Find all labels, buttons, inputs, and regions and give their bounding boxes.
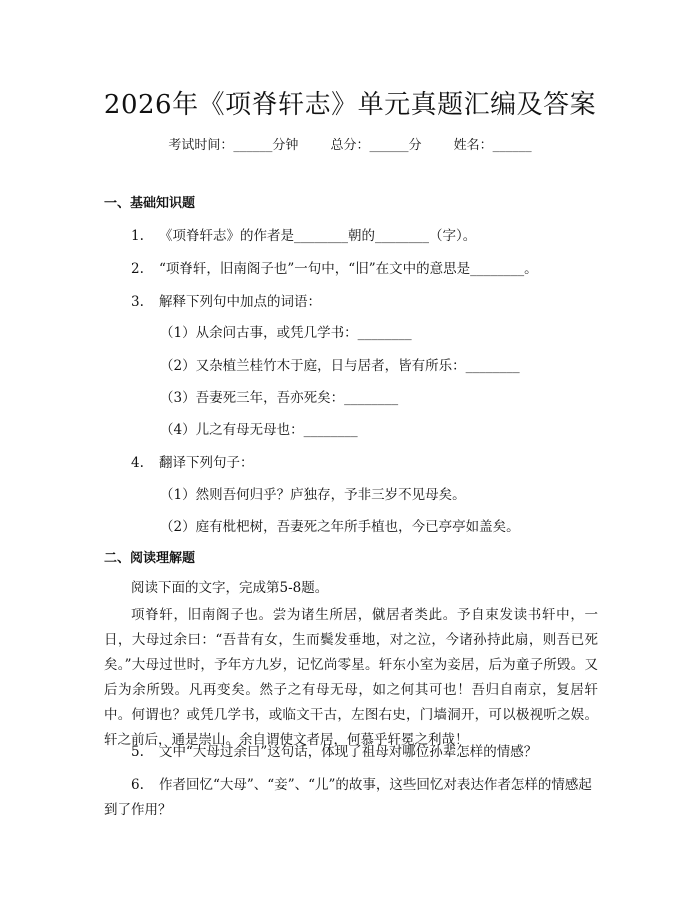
section-heading-reading: 二、阅读理解题	[104, 551, 196, 566]
question-3-sub-2: （2）又杂植兰桂竹木于庭，日与居者，皆有所乐：________	[160, 358, 520, 374]
question-3-sub-4: （4）儿之有母无母也：________	[160, 422, 358, 438]
reading-instructions: 阅读下面的文字，完成第5-8题。	[131, 580, 329, 596]
document-title: 2026年《项脊轩志》单元真题汇编及答案	[103, 90, 597, 120]
question-text: 解释下列句中加点的词语：	[159, 294, 321, 310]
question-text: “项脊轩，旧南阁子也”一句中，“旧”在文中的意思是________。	[159, 261, 538, 277]
question-3	[131, 290, 321, 310]
question-6	[104, 773, 598, 823]
question-4	[131, 451, 254, 471]
question-text: 翻译下列句子：	[159, 455, 254, 471]
question-number: 1.	[131, 228, 144, 244]
question-4-sub-1: （1）然则吾何归乎？庐独存，予非三岁不见母矣。	[160, 487, 466, 503]
exam-time-field: 考试时间：______分钟	[168, 138, 299, 153]
total-score-field: 总分：______分	[330, 138, 422, 153]
section-heading-basic: 一、基础知识题	[104, 196, 196, 211]
question-text: 文中“大母过余曰”这句话，体现了祖母对哪位孙辈怎样的情感？	[159, 744, 538, 760]
question-3-sub-1: （1）从余问古事，或凭几学书：________	[160, 325, 412, 341]
question-text: 作者回忆“大母”、“妾”、“儿”的故事，这些回忆对表达作者怎样的情感起到了作用？	[104, 777, 592, 818]
question-3-sub-3: （3）吾妻死三年，吾亦死矣：________	[160, 390, 399, 406]
question-2	[131, 257, 538, 277]
question-1	[131, 224, 476, 244]
name-field: 姓名：______	[453, 138, 532, 153]
question-number: 3.	[131, 294, 144, 310]
question-number: 5.	[131, 744, 144, 760]
exam-info-line	[0, 134, 700, 153]
question-number: 4.	[131, 455, 144, 471]
reading-passage: 项脊轩，旧南阁子也。尝为诸生所居，僦居者类此。予自束发读书轩中，一日，大母过余曰：“吾昔有女，生而鬓发垂地，对之泣，今诸孙持此扇，则吾已死矣。”大母过世时，予年方九岁，记忆尚零星。轩东小室为妾居，后为童子所毁。又后为余所毁。凡再变矣。然子之有母无母，如之何其可也！吾归自南京，复居轩中。何谓也？或凭几学书，或临文干古，左图右史，门墙洞开，可以极视听之娱。轩之前后，通是崇山。余自谓使文者居，何慕乎轩冕之利哉！	[104, 607, 598, 748]
question-5	[104, 740, 598, 765]
question-text: 《项脊轩志》的作者是________朝的________（字）。	[159, 228, 477, 244]
question-4-sub-2: （2）庭有枇杷树，吾妻死之年所手植也，今已亭亭如盖矣。	[160, 519, 520, 535]
question-number: 2.	[131, 261, 144, 277]
question-number: 6.	[131, 777, 144, 793]
